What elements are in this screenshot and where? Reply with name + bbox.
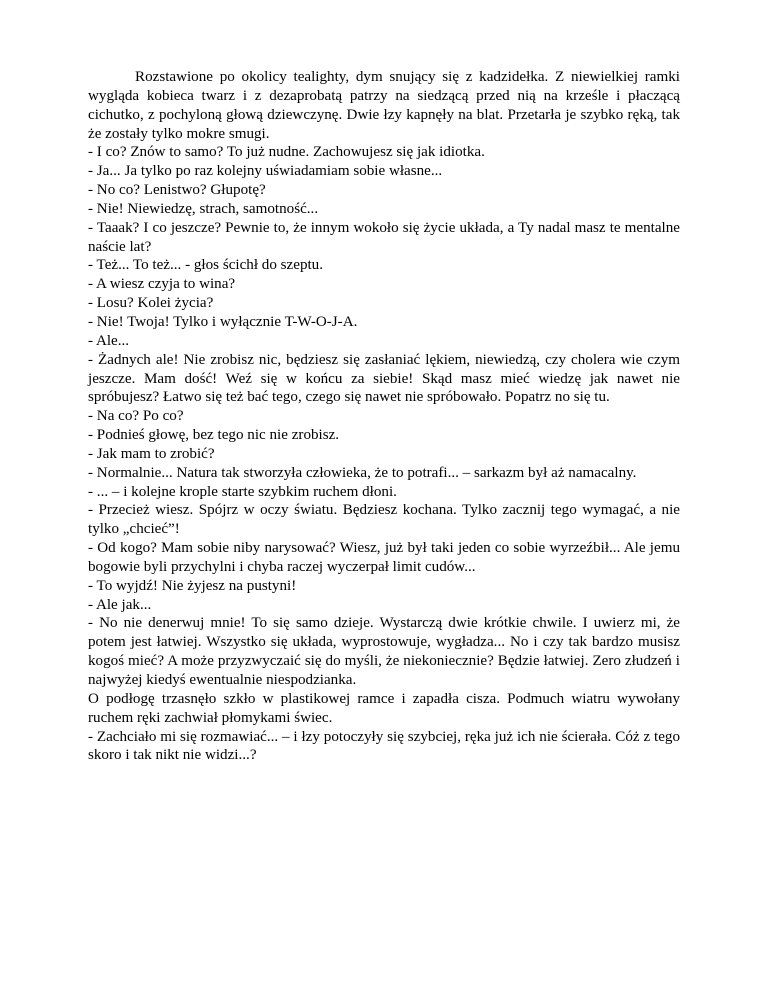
dialogue-line: - Zachciało mi się rozmawiać... – i łzy potoczyły się szybciej, ręka już ich nie ścierała. Cóż z tego skoro i tak nikt nie widzi...? [88,728,680,764]
dialogue-line: - ... – i kolejne krople starte szybkim ruchem dłoni. [88,483,397,500]
narration-paragraph: Rozstawione po okolicy tealighty, dym snujący się z kadzidełka. Z niewielkiej ramki wygląda kobieca twarz i z dezaprobatą patrzy na siedzącą przed nią na krześle i płaczącą cichutko, z pochyloną głową dziewczynę. Dwie łzy kapnęły na blat. Przetarła je szybko ręką, tak że zostały tylko mokre smugi. [88,69,680,142]
dialogue-line: - Jak mam to zrobić? [88,445,215,462]
dialogue-line: - Na co? Po co? [88,408,184,425]
dialogue-line: - Taaak? I co jeszcze? Pewnie to, że innym wokoło się życie układa, a Ty nadal masz te mentalne naście lat? [88,219,680,255]
dialogue-line: - Losu? Kolei życia? [88,295,214,312]
dialogue-line: - No co? Lenistwo? Głupotę? [88,182,266,199]
dialogue-line: - Żadnych ale! Nie zrobisz nic, będziesz się zasłaniać lękiem, niewiedzą, czy cholera wie czym jeszcze. Mam dość! Weź się w końcu za siebie! Skąd masz mieć wiedzę jak nawet nie spróbujesz? Łatwo się też bać tego, czego się nawet nie spróbowało. Popatrz no się tu. [88,351,680,406]
dialogue-line: - Ale... [88,332,130,349]
dialogue-line: - Od kogo? Mam sobie niby narysować? Wiesz, już był taki jeden co sobie wyrzeźbił... Ale jemu bogowie byli przychylni i chyba raczej wyczerpał limit cudów... [88,540,680,575]
narration-paragraph: O podłogę trzasnęło szkło w plastikowej ramce i zapadła cisza. Podmuch wiatru wywołany ruchem ręki zachwiał płomykami świec. [88,690,680,726]
dialogue-line: - No nie denerwuj mnie! To się samo dzieje. Wystarczą dwie krótkie chwile. I uwierz mi, że potem jest łatwiej. Wszystko się układa, wyprostowuje, wygładza... No i czy tak bardzo musisz kogoś mieć? A może przyzwyczaić się do myśli, że niekoniecznie? Będzie łatwiej. Zero złudzeń i najwyżej kiedyś ewentualnie niespodzianka. [88,615,680,688]
dialogue-line: - Ale jak... [88,596,152,613]
dialogue-line: - A wiesz czyja to wina? [88,276,236,293]
dialogue-line: - I co? Znów to samo? To już nudne. Zachowujesz się jak idiotka. [88,144,485,161]
dialogue-line: - Przecież wiesz. Spójrz w oczy światu. Będziesz kochana. Tylko zacznij tego wymagać, a nie tylko „chcieć”! [88,502,680,538]
dialogue-line: - Nie! Twoja! Tylko i wyłącznie T-W-O-J-A. [88,313,358,330]
dialogue-line: - Też... To też... - głos ścichł do szeptu. [88,257,323,274]
dialogue-line: - To wyjdź! Nie żyjesz na pustyni! [88,577,297,594]
dialogue-line: - Normalnie... Natura tak stworzyła człowieka, że to potrafi... – sarkazm był aż namacalny. [88,464,637,481]
dialogue-line: - Podnieś głowę, bez tego nic nie zrobisz. [88,427,340,444]
document-page [88,68,680,765]
dialogue-line: - Ja... Ja tylko po raz kolejny uświadamiam sobie własne... [88,163,443,180]
dialogue-line: - Nie! Niewiedzę, strach, samotność... [88,200,319,217]
